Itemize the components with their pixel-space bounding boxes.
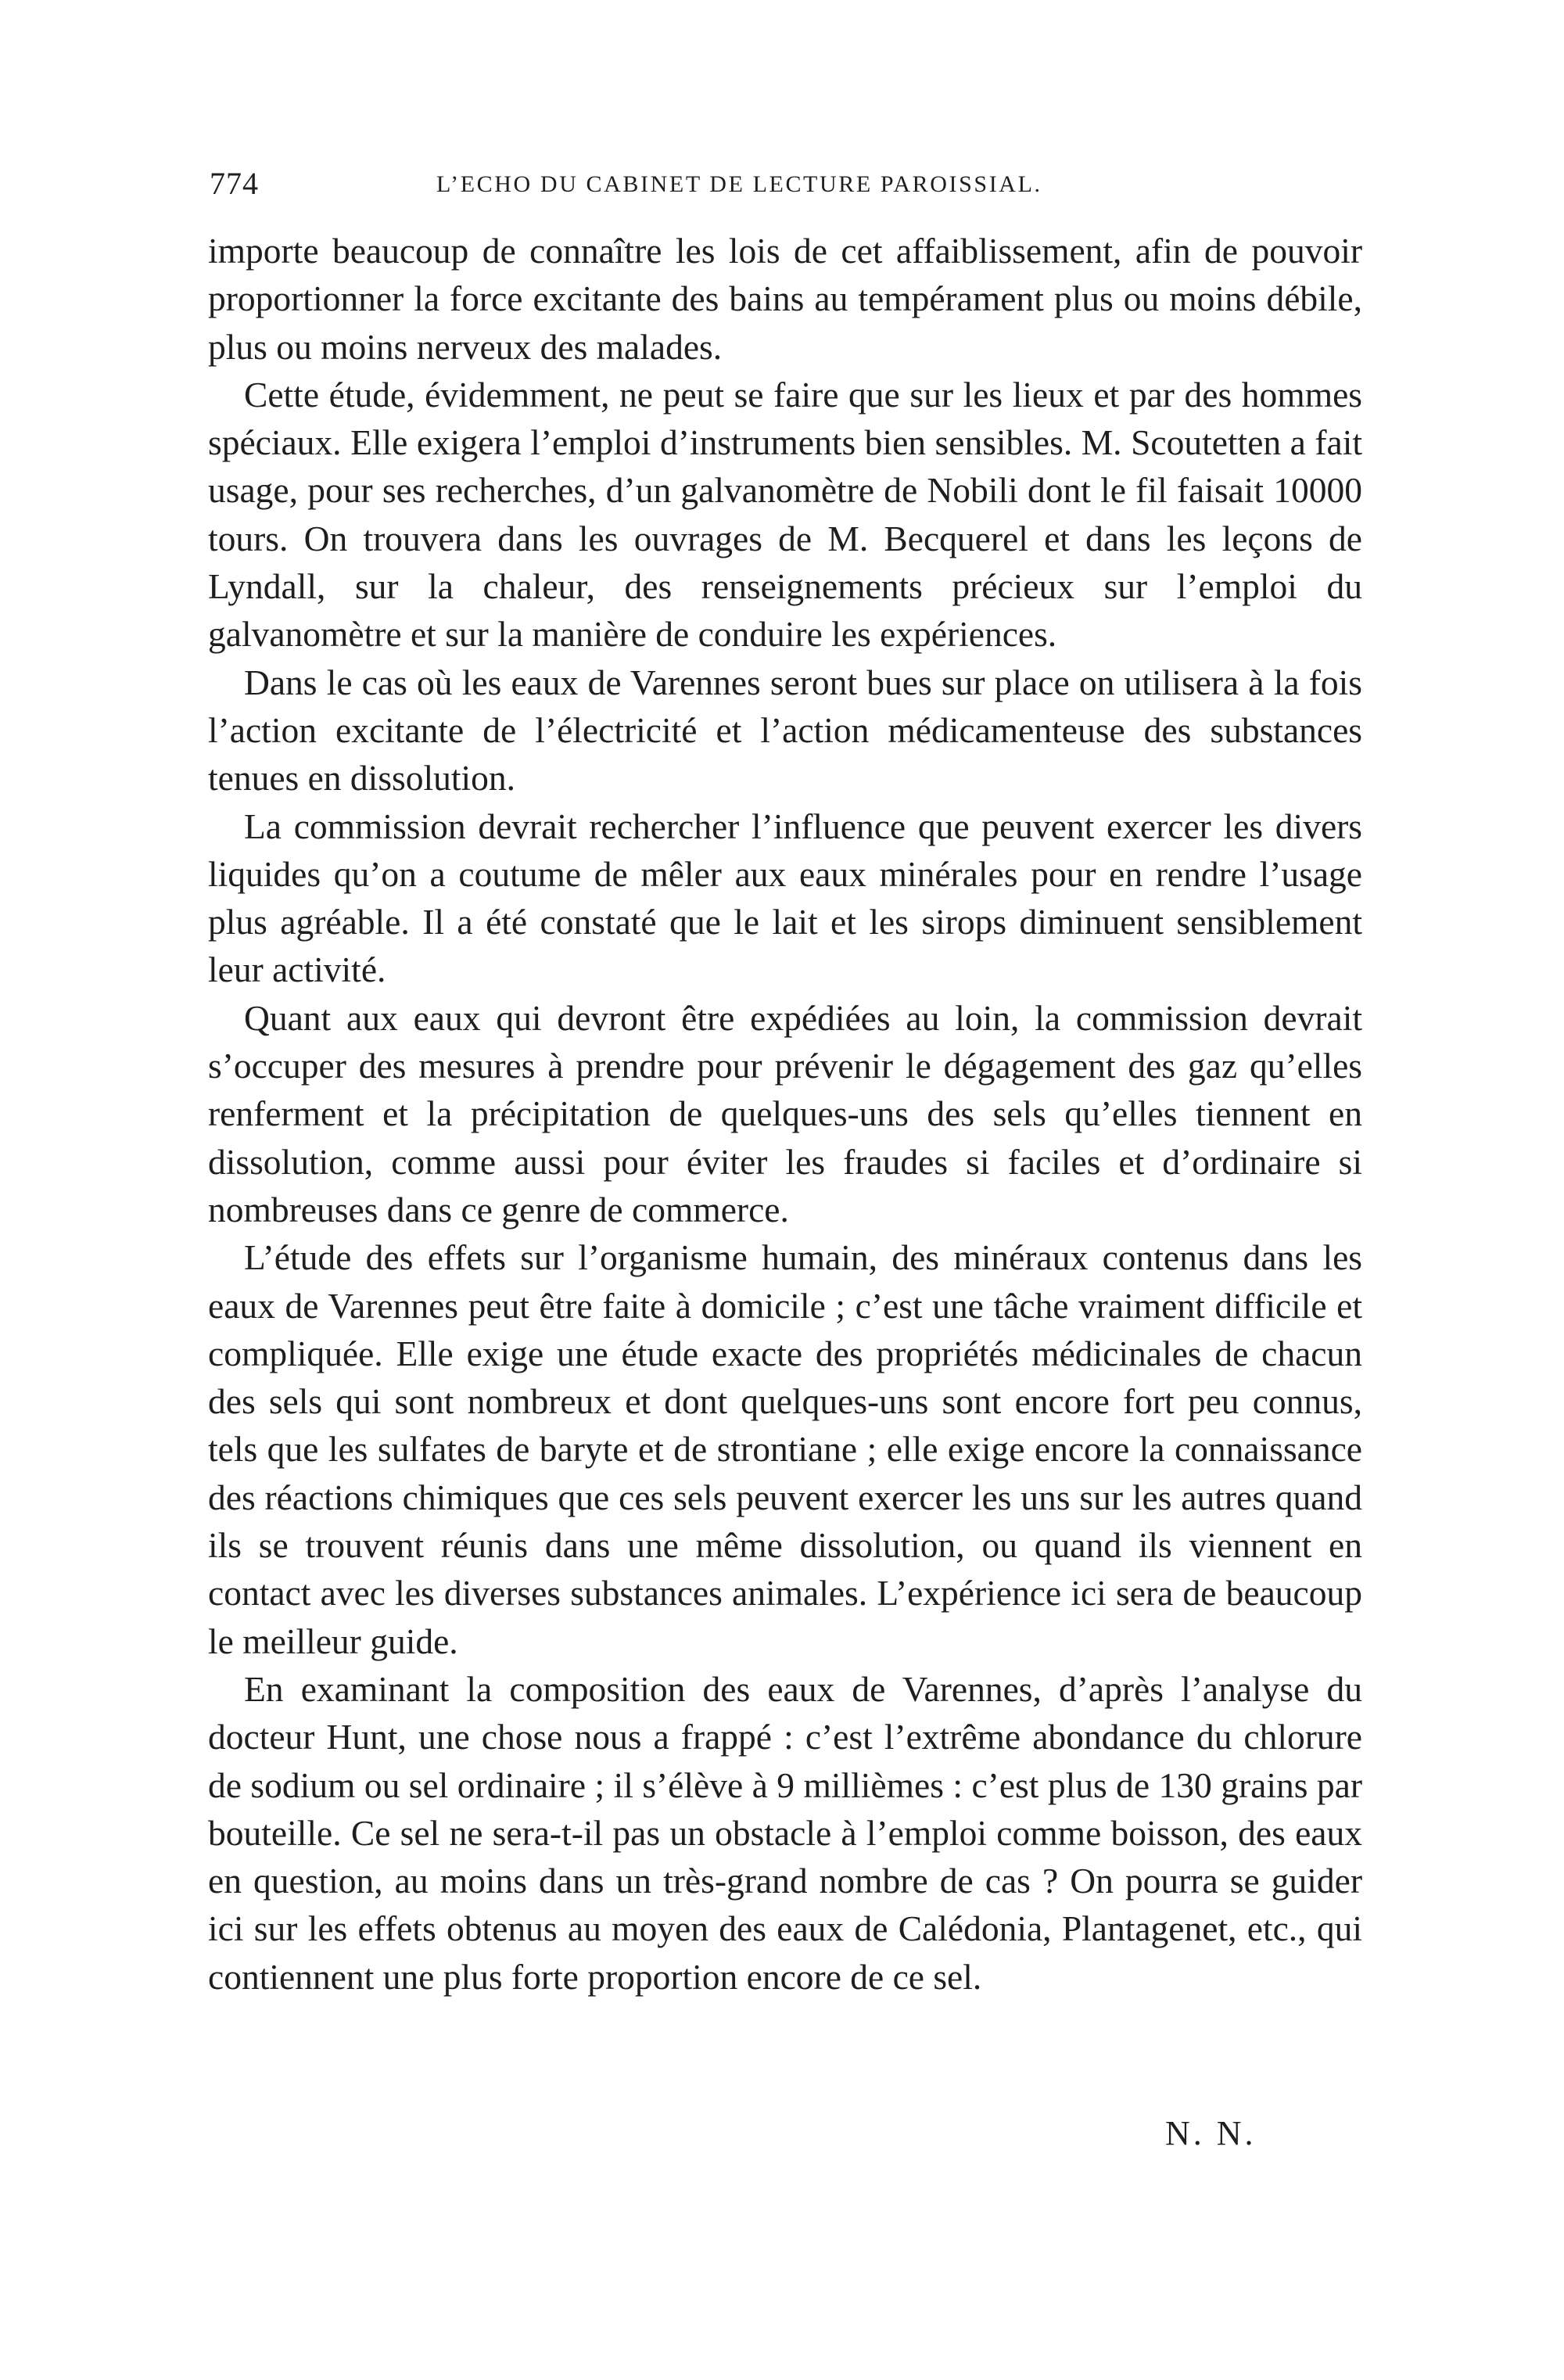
signature: N. N. — [1165, 2114, 1257, 2152]
paragraph: L’étude des effets sur l’organisme humain, des minéraux contenus dans les eaux de Varennes peut être faite à domicile ; c’est une tâche vraiment difficile et compliquée. Elle exige une étude exacte des propriétés médicinales de chacun des sels qui sont nombreux et dont quelques-uns sont encore fort peu connus, tels que les sulfates de baryte et de strontiane ; elle exige encore la connaissance des réactions chimiques que ces sels peuvent exercer les uns sur les autres quand ils se trouvent réunis dans une même dissolution, ou quand ils viennent en contact avec les diverses substances animales. L’expérience ici sera de beaucoup le meilleur guide. — [208, 1237, 1362, 1661]
paragraph: Dans le cas où les eaux de Varennes seront bues sur place on utilisera à la fois l’action excitante de l’électricité et l’action médicamenteuse des substances tenues en dissolution. — [208, 662, 1362, 799]
running-title: L’ECHO DU CABINET DE LECTURE PAROISSIAL. — [436, 171, 1042, 197]
paragraph: La commission devrait rechercher l’influence que peuvent exercer les divers liquides qu’on a coutume de mêler aux eaux minérales pour en rendre l’usage plus agréable. Il a été constaté que le lait et les sirops diminuent sensiblement leur activité. — [208, 806, 1362, 990]
page-header — [210, 164, 1359, 211]
body-text — [208, 227, 1362, 2001]
paragraph: Cette étude, évidemment, ne peut se faire que sur les lieux et par des hommes spéciaux. Elle exigera l’emploi d’instruments bien sensibles. M. Scoutetten a fait usage, pour ses recherches, d’un galvanomètre de Nobili dont le fil faisait 10000 tours. On trouvera dans les ouvrages de M. Becquerel et dans les leçons de Lyndall, sur la chaleur, des renseignements précieux sur l’emploi du galvanomètre et sur la manière de conduire les expériences. — [208, 374, 1362, 655]
paragraph: Quant aux eaux qui devront être expédiées au loin, la commission devrait s’occuper des mesures à prendre pour prévenir le dégagement des gaz qu’elles renferment et la précipitation de quelques-uns des sels qu’elles tiennent en dissolution, comme aussi pour éviter les fraudes si faciles et d’ordinaire si nombreuses dans ce genre de commerce. — [208, 997, 1362, 1229]
paragraph: En examinant la composition des eaux de Varennes, d’après l’analyse du docteur Hunt, une chose nous a frappé : c’est l’extrême abondance du chlorure de sodium ou sel ordinaire ; il s’élève à 9 millièmes : c’est plus de 130 grains par bouteille. Ce sel ne sera-t-il pas un obstacle à l’emploi comme boisson, des eaux en question, au moins dans un très-grand nombre de cas ? On pourra se guider ici sur les effets obtenus au moyen des eaux de Calédonia, Plantagenet, etc., qui contiennent une plus forte proportion encore de ce sel. — [208, 1668, 1362, 1997]
page-number: 774 — [210, 166, 259, 201]
paragraph: importe beaucoup de connaître les lois de cet affaiblissement, afin de pouvoir proportionner la force excitante des bains au tempérament plus ou moins débile, plus ou moins nerveux des malades. — [208, 231, 1362, 367]
